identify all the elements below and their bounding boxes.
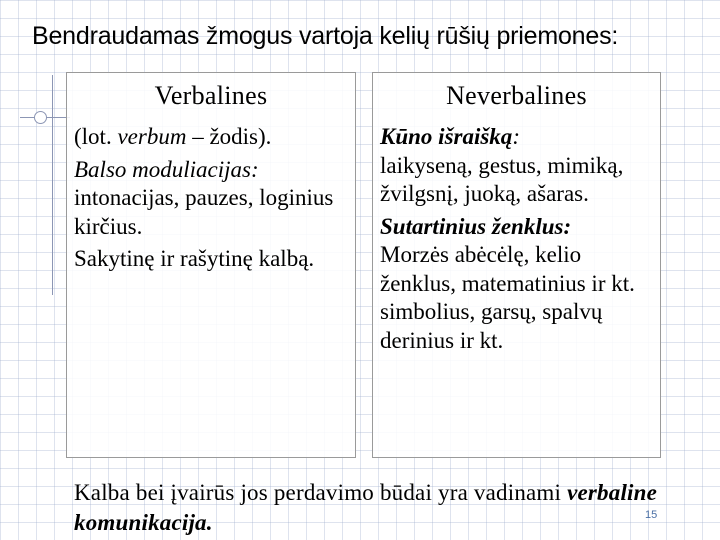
verbal-means-box [66, 72, 356, 458]
body-expression-text: laikyseną, gestus, mimiką, žvilgsnį, juoką, ašaras. [380, 152, 624, 206]
footer-text: Kalba bei įvairūs jos perdavimo būdai yra vadinami [74, 480, 568, 505]
conventional-signs-text: Morzės abėcėlę, kelio ženklus, matematinius ir kt. simbolius, garsų, spalvų derinius ir kt. [380, 242, 635, 353]
footer-emphasis: verbaline komunikacija. [74, 480, 658, 535]
verbal-body [74, 123, 351, 274]
spoken-written-text: Sakytinę ir rašytinę kalbą. [74, 246, 315, 271]
decorative-vertical-line [52, 75, 53, 295]
conventional-signs-term: Sutartinius ženklus: [380, 213, 572, 239]
etymology-term: verbum [117, 124, 187, 149]
nonverbal-heading: Neverbalines [446, 81, 587, 110]
decorative-circle-icon [34, 111, 47, 124]
verbal-etymology [74, 123, 351, 152]
page-number: 15 [645, 509, 658, 521]
voice-modulation-term: Balso moduliacijas: [74, 156, 259, 182]
nonverbal-means-box [372, 72, 661, 458]
nonverbal-body [380, 123, 656, 355]
footer-statement [74, 478, 674, 538]
body-expression-colon: : [512, 124, 520, 149]
verbal-heading: Verbalines [154, 81, 268, 110]
etymology-suffix: – žodis). [186, 124, 272, 149]
slide-title: Bendraudamas žmogus vartoja kelių rūšių priemones: [32, 22, 619, 50]
body-expression-term-line [380, 123, 656, 152]
body-expression-term: Kūno išraišką [380, 124, 513, 149]
voice-modulation-text: intonacijas, pauzes, loginius kirčius. [74, 185, 334, 239]
etymology-prefix: (lot. [74, 124, 118, 149]
